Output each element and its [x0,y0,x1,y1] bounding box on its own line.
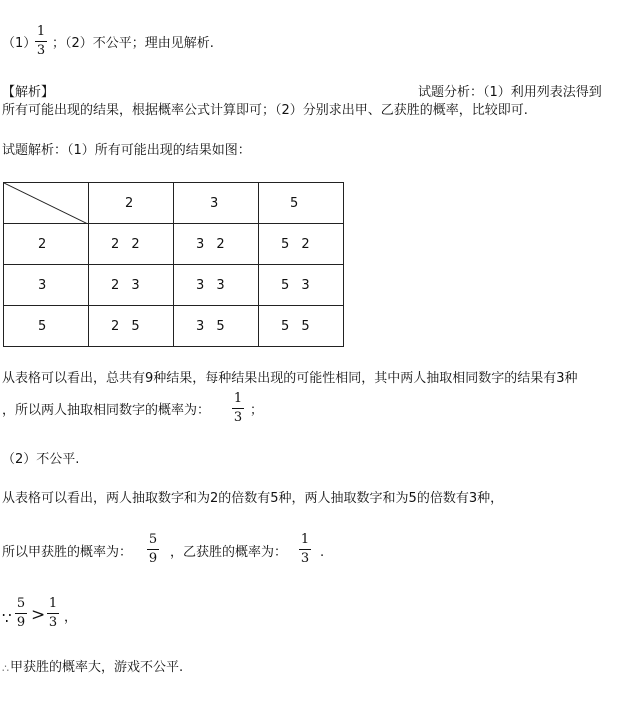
analysis-hint: 试题分析：（1）利用列表法得到 [418,85,602,100]
fraction-bar [299,549,311,550]
answer-fraction [34,25,48,58]
table-row [4,224,344,265]
fraction-denominator: 3 [48,615,58,630]
because-suffix: ， [64,610,78,625]
table-cell: 2 5 [89,306,174,347]
table-cell: 2 3 [89,265,174,306]
table-row-header: 5 [4,306,89,347]
fraction-bar [147,549,159,550]
because-symbol: ∵ [2,609,12,627]
fraction-denominator: 9 [16,615,26,630]
fraction-bar [35,41,47,42]
answer-part1-label: （1） [2,36,37,51]
part-2-heading: （2）不公平. [2,452,80,467]
paragraph-3-suffix: . [320,545,325,560]
fraction-denominator: 3 [36,43,46,58]
table-col-header: 2 [89,183,174,224]
table-cell: 3 2 [174,224,259,265]
fraction-numerator: 1 [233,391,243,406]
table-cell: 3 5 [174,306,259,347]
table-row-header: 2 [4,224,89,265]
paragraph-1-line-2: ，所以两人抽取相同数字的概率为： [2,403,211,418]
table-row [4,306,344,347]
solution-intro: 试题解析：（1）所有可能出现的结果如图： [2,143,251,158]
fraction-numerator: 1 [300,532,310,547]
table-col-header: 5 [259,183,344,224]
table-corner-cell [4,183,89,224]
table-header-row [4,183,344,224]
analysis-header: 【解析】 [2,85,55,100]
fraction-bar [15,613,27,614]
table-cell: 5 5 [259,306,344,347]
table-cell: 5 2 [259,224,344,265]
fraction-numerator: 1 [48,596,58,611]
table-cell: 5 3 [259,265,344,306]
fraction-bar [47,613,59,614]
conclusion: 甲获胜的概率大，游戏不公平. [10,660,184,675]
paragraph-3-fraction-1 [146,533,160,566]
paragraph-3-middle: ，乙获胜的概率为： [170,545,288,560]
answer-rest: ；（2）不公平；理由见解析. [52,36,214,51]
table-col-header: 3 [174,183,259,224]
diagonal-divider [4,183,88,224]
table-cell: 2 2 [89,224,174,265]
fraction-numerator: 5 [16,596,26,611]
analysis-hint-continued: 所有可能出现的结果，根据概率公式计算即可；（2）分别求出甲、乙获胜的概率，比较即可. [2,103,528,118]
fraction-bar [232,408,244,409]
therefore-symbol: ∴ [2,662,9,675]
because-fraction-1 [14,597,28,630]
fraction-numerator: 5 [148,532,158,547]
paragraph-3-fraction-2 [298,533,312,566]
outcome-table [3,182,344,347]
greater-than-symbol: > [31,605,46,625]
paragraph-1-line-1: 从表格可以看出，总共有9种结果，每种结果出现的可能性相同，其中两人抽取相同数字的结果有3种 [2,371,578,386]
fraction-denominator: 9 [148,551,158,566]
fraction-denominator: 3 [300,551,310,566]
fraction-numerator: 1 [36,24,46,39]
table-row [4,265,344,306]
fraction-denominator: 3 [233,410,243,425]
paragraph-1-suffix: ； [250,403,264,418]
table-cell: 3 3 [174,265,259,306]
paragraph-2: 从表格可以看出，两人抽取数字和为2的倍数有5种，两人抽取数字和为5的倍数有3种， [2,491,504,506]
paragraph-1-fraction [231,392,245,425]
table-row-header: 3 [4,265,89,306]
because-fraction-2 [46,597,60,630]
paragraph-3-prefix: 所以甲获胜的概率为： [2,545,133,560]
answer-line [2,36,36,52]
